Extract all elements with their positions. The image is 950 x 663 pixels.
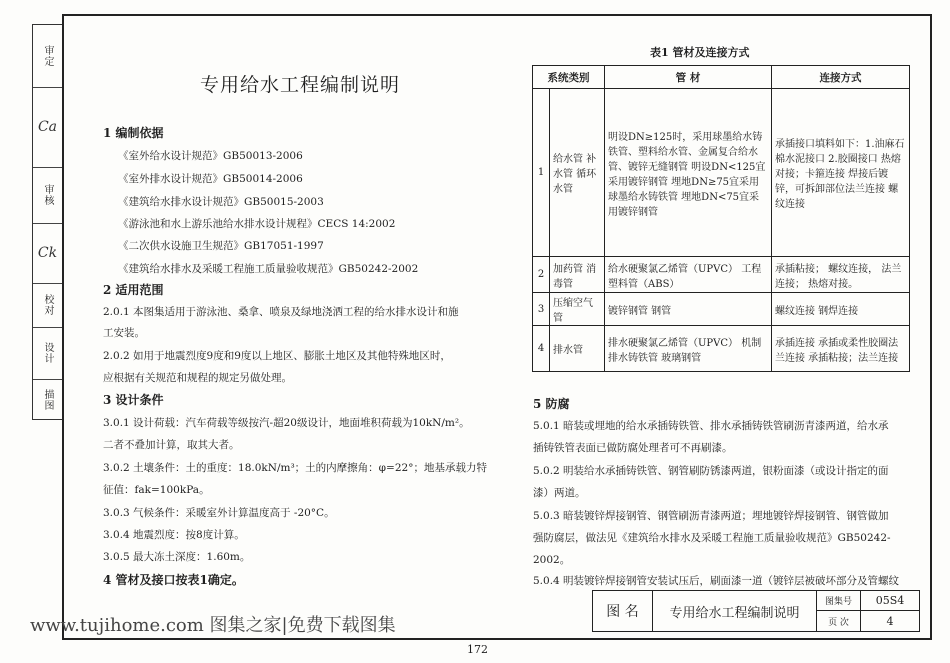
reference-item: 《建筑给水排水设计规范》GB50015-2003 [118, 196, 324, 208]
paragraph-line: 2.0.2 如用于地震烈度9度和9度以上地区、膨胀土地区及其他特殊地区时， [103, 350, 451, 362]
system-type: 压缩空气管 [550, 293, 605, 326]
pipe-material-table [532, 65, 910, 372]
strip-label: 校对 [42, 294, 53, 316]
row-index: 3 [533, 293, 550, 326]
row-index: 4 [533, 326, 550, 372]
page-label: 页 次 [817, 611, 861, 631]
strip-cell-design [33, 327, 62, 380]
reference-item: 《二次供水设施卫生规范》GB17051-1997 [118, 240, 324, 252]
section-heading: 5 防腐 [533, 397, 570, 411]
page-number: 172 [467, 643, 488, 656]
title-block-label: 图 名 [593, 591, 653, 631]
connection-method: 螺纹连接 钢焊连接 [772, 293, 910, 326]
paragraph-line: 5.0.4 明装镀锌焊接钢管安装试压后，刷面漆一道（镀锌层被破坏部分及管螺纹 [533, 575, 900, 587]
strip-cell-review [33, 87, 62, 168]
strip-label: 描图 [42, 388, 53, 411]
paragraph-line: 应根据有关规范和规程的规定另做处理。 [103, 372, 292, 384]
paragraph-line: 3.0.1 设计荷载：汽车荷载等级按汽-超20级设计，地面堆积荷载为10kN/m²。 [103, 417, 470, 429]
system-type: 给水管 补水管 循环水管 [550, 89, 605, 257]
paragraph-line: 强防腐层，做法见《建筑给水排水及采暖工程施工质量验收规范》GB50242- [533, 532, 891, 544]
table-header: 系统类别 [533, 66, 605, 89]
section-heading: 4 管材及接口按表1确定。 [103, 573, 244, 587]
site-watermark: www.tujihome.com 图集之家|免费下载图集 [30, 615, 396, 636]
pipe-material: 给水硬聚氯乙烯管（UPVC） 工程塑料管（ABS） [605, 257, 772, 293]
strip-cell-sign2 [33, 223, 62, 284]
pipe-material: 镀锌钢管 钢管 [605, 293, 772, 326]
strip-cell-verify [33, 283, 62, 328]
paragraph-line: 漆）两道。 [533, 487, 586, 499]
table-row [533, 89, 910, 257]
connection-method: 承插接口填料如下：1.油麻石棉水泥接口 2.胶圈接口 热熔对接；卡箍连接 焊接后镀锌，可拆卸部位法兰连接 螺纹连接 [772, 89, 910, 257]
paragraph-line: 3.0.5 最大冻土深度：1.60m。 [103, 551, 251, 563]
strip-label: 设计 [42, 342, 53, 364]
strip-label: 审定 [42, 45, 53, 67]
table-row [533, 293, 910, 326]
title-block [592, 590, 920, 632]
strip-cell-draw [33, 379, 62, 420]
paragraph-line: 5.0.1 暗装或埋地的给水承插铸铁管、排水承插铸铁管刷沥青漆两道，给水承 [533, 420, 889, 432]
section-heading: 1 编制依据 [103, 126, 164, 140]
row-index: 2 [533, 257, 550, 293]
connection-method: 承插粘接； 螺纹连接， 法兰连接； 热熔对接。 [772, 257, 910, 293]
table-header: 连接方式 [772, 66, 910, 89]
strip-cell-approve [33, 25, 62, 88]
table-header: 管 材 [605, 66, 772, 89]
table-row [533, 326, 910, 372]
page-value: 4 [886, 614, 894, 628]
paragraph-line: 二者不叠加计算，取其大者。 [103, 439, 240, 451]
paragraph-line: 5.0.2 明装给水承插铸铁管、钢管刷防锈漆两道，银粉面漆（或设计指定的面 [533, 465, 889, 477]
paragraph-line: 3.0.2 土壤条件：土的重度：18.0kN/m³；土的内摩擦角：φ=22°；地基承载力特 [103, 462, 487, 474]
paragraph-line: 2002。 [533, 554, 571, 566]
document-title: 专用给水工程编制说明 [200, 74, 401, 96]
paragraph-line: 征值：fak=100kPa。 [103, 484, 210, 496]
reference-item: 《游泳池和水上游乐池给水排水设计规程》CECS 14:2002 [118, 218, 396, 230]
connection-method: 承插连接 承插或柔性胶圈法兰连接 承插粘接；法兰连接 [772, 326, 910, 372]
paragraph-line: 5.0.3 暗装镀锌焊接钢管、钢管刷沥青漆两道；埋地镀锌焊接钢管、钢管做加 [533, 510, 889, 522]
paragraph-line: 3.0.4 地震烈度：按8度计算。 [103, 529, 245, 541]
signature: Ck [37, 245, 58, 261]
system-type: 加药管 消毒管 [550, 257, 605, 293]
paragraph-line: 2.0.1 本图集适用于游泳池、桑拿、喷泉及绿地浇洒工程的给水排水设计和施 [103, 306, 459, 318]
set-number-label: 图集号 [817, 591, 861, 611]
reference-item: 《建筑给水排水及采暖工程施工质量验收规范》GB50242-2002 [118, 263, 419, 275]
strip-cell-check [33, 167, 62, 224]
paragraph-line: 工安装。 [103, 327, 145, 339]
paragraph-line: 3.0.3 气候条件：采暖室外计算温度高于 -20°C。 [103, 507, 335, 519]
title-block-name: 专用给水工程编制说明 [653, 591, 817, 631]
set-number-value: 05S4 [861, 591, 919, 611]
table-header-row [533, 66, 910, 89]
strip-label: 审核 [42, 184, 53, 206]
pipe-material: 明设DN≥125时，采用球墨给水铸铁管、塑料给水管、金属复合给水管、镀锌无缝钢管 明设DN<125宜采用镀锌钢管 埋地DN≥75宜采用球墨给水铸铁管 埋地DN<75宜采用镀锌钢管 [605, 89, 772, 257]
approval-strip [32, 24, 62, 420]
section-heading: 2 适用范围 [103, 283, 164, 297]
table-caption: 表1 管材及连接方式 [650, 46, 750, 59]
section-heading: 3 设计条件 [103, 393, 164, 407]
row-index: 1 [533, 89, 550, 257]
table-row [533, 257, 910, 293]
signature: Ca [37, 119, 58, 135]
system-type: 排水管 [550, 326, 605, 372]
pipe-material: 排水硬聚氯乙烯管（UPVC） 机制排水铸铁管 玻璃钢管 [605, 326, 772, 372]
reference-item: 《室外排水设计规范》GB50014-2006 [118, 173, 303, 185]
reference-item: 《室外给水设计规范》GB50013-2006 [118, 150, 303, 162]
paragraph-line: 插铸铁管表面已做防腐处理者可不再刷漆。 [533, 442, 733, 454]
